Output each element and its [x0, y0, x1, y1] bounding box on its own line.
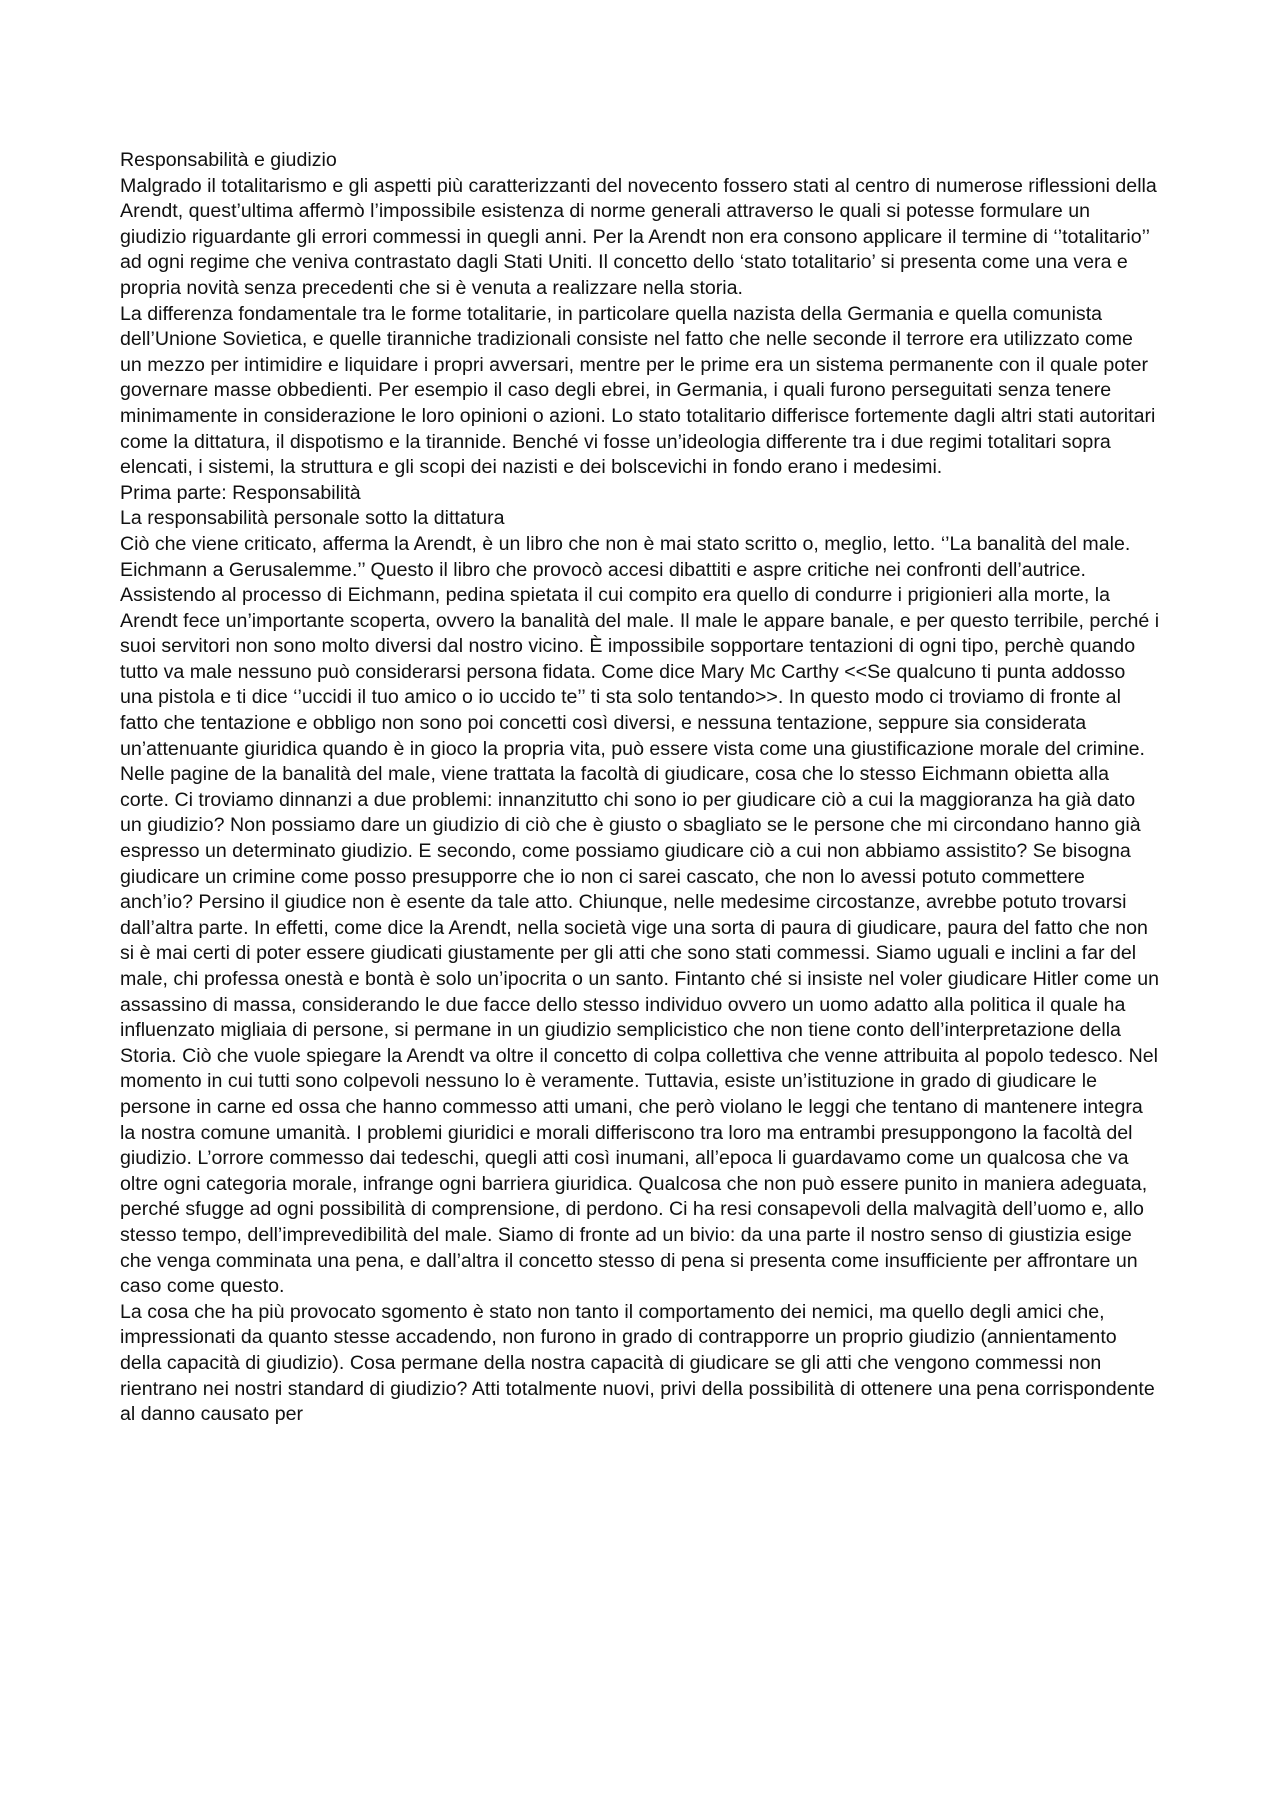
- section-title: La responsabilità personale sotto la dittatura: [120, 507, 505, 530]
- part-title: Prima parte: Responsabilità: [120, 481, 361, 504]
- section-paragraph-1: Ciò che viene criticato, afferma la Arendt, è un libro che non è mai stato scritto o, meglio, letto. ‘’La banalità del male. Eichmann a Gerusalemme.’’ Questo il libro che provocò accesi dibattiti e aspre critiche nei confronti dell’autrice. Assistendo al processo di Eichmann, pedina spietata il cui compito era quello di condurre i prigionieri alla morte, la Arendt fece un’importante scoperta, ovvero la banalità del male. Il male le appare banale, e per questo terribile, perché i suoi servitori non sono molto diversi dal nostro vicino. È impossibile sopportare tentazioni di ogni tipo, perchè quando tutto va male nessuno può considerarsi persona fidata. Come dice Mary Mc Carthy <<Se qualcuno ti punta addosso una pistola e ti dice ‘’uccidi il tuo amico o io uccido te’’ ti sta solo tentando>>. In questo modo ci troviamo di fronte al fatto che tentazione e obbligo non sono poi concetti così diversi, e nessuna tentazione, seppure sia considerata un’attenuante giuridica quando è in gioco la propria vita, può essere vista come una giustificazione morale del crimine.: [120, 532, 1160, 760]
- section-paragraph-3: La cosa che ha più provocato sgomento è stato non tanto il comportamento dei nemici, ma quello degli amici che, impressionati da quanto stesse accadendo, non furono in grado di contrapporre un proprio giudizio (annientamento della capacità di giudizio). Cosa permane della nostra capacità di giudicare se gli atti che vengono commessi non rientrano nei nostri standard di giudizio? Atti totalmente nuovi, privi della possibilità di ottenere una pena corrispondente al danno causato per: [120, 1300, 1155, 1426]
- intro-paragraph-2: La differenza fondamentale tra le forme totalitarie, in particolare quella nazista della Germania e quella comunista dell’Unione Sovietica, e quelle tiranniche tradizionali consiste nel fatto che nelle seconde il terrore era utilizzato come un mezzo per intimidire e liquidare i propri avversari, mentre per le prime era un sistema permanente con il quale poter governare masse obbedienti. Per esempio il caso degli ebrei, in Germania, i quali furono perseguitati senza tenere minimamente in considerazione le loro opinioni o azioni. Lo stato totalitario differisce fortemente dagli altri stati autoritari come la dittatura, il dispotismo e la tirannide. Benché vi fosse un’ideologia differente tra i due regimi totalitari sopra elencati, i sistemi, la struttura e gli scopi dei nazisti e dei bolscevichi in fondo erano i medesimi.: [120, 302, 1156, 479]
- document-page: [120, 148, 1160, 1428]
- intro-paragraph-1: Malgrado il totalitarismo e gli aspetti più caratterizzanti del novecento fossero stati al centro di numerose riflessioni della Arendt, quest’ultima affermò l’impossibile esistenza di norme generali attraverso le quali si potesse formulare un giudizio riguardante gli errori commessi in quegli anni. Per la Arendt non era consono applicare il termine di ‘’totalitario’’ ad ogni regime che veniva contrastato dagli Stati Uniti. Il concetto dello ‘stato totalitario’ si presenta come una vera e propria novità senza precedenti che si è venuta a realizzare nella storia.: [120, 174, 1157, 299]
- section-paragraph-2: Nelle pagine de la banalità del male, viene trattata la facoltà di giudicare, cosa che lo stesso Eichmann obietta alla corte. Ci troviamo dinnanzi a due problemi: innanzitutto chi sono io per giudicare ciò a cui la maggioranza ha già dato un giudizio? Non possiamo dare un giudizio di ciò che è giusto o sbagliato se le persone che mi circondano hanno già espresso un determinato giudizio. E secondo, come possiamo giudicare ciò a cui non abbiamo assistito? Se bisogna giudicare un crimine come posso presupporre che io non ci sarei cascato, che non lo avessi potuto commettere anch’io? Persino il giudice non è esente da tale atto. Chiunque, nelle medesime circostanze, avrebbe potuto trovarsi dall’altra parte. In effetti, come dice la Arendt, nella società vige una sorta di paura di giudicare, paura del fatto che non si è mai certi di poter essere giudicati giustamente per gli atti che sono stati commessi. Siamo uguali e inclini a far del male, chi professa onestà e bontà è solo un’ipocrita o un santo. Fintanto ché si insiste nel voler giudicare Hitler come un assassino di massa, considerando le due facce dello stesso individuo ovvero un uomo adatto alla politica il quale ha influenzato migliaia di persone, si permane in un giudizio semplicistico che non tiene conto dell’interpretazione della Storia. Ciò che vuole spiegare la Arendt va oltre il concetto di colpa collettiva che venne attribuita al popolo tedesco. Nel momento in cui tutti sono colpevoli nessuno lo è veramente. Tuttavia, esiste un’istituzione in grado di giudicare le persone in carne ed ossa che hanno commesso atti umani, che però violano le leggi che tentano di mantenere integra la nostra comune umanità. I problemi giuridici e morali differiscono tra loro ma entrambi presuppongono la facoltà del giudizio. L’orrore commesso dai tedeschi, quegli atti così inumani, all’epoca li guardavamo come un qualcosa che va oltre ogni categoria morale, infrange ogni barriera giuridica. Qualcosa che non può essere punito in maniera adeguata, perché sfugge ad ogni possibilità di comprensione, di perdono. Ci ha resi consapevoli della malvagità dell’uomo e, allo stesso tempo, dell’imprevedibilità del male. Siamo di fronte ad un bivio: da una parte il nostro senso di giustizia esige che venga comminata una pena, e dall’altra il concetto stesso di pena si presenta come insufficiente per affrontare un caso come questo.: [120, 763, 1160, 1298]
- document-title: Responsabilità e giudizio: [120, 149, 337, 171]
